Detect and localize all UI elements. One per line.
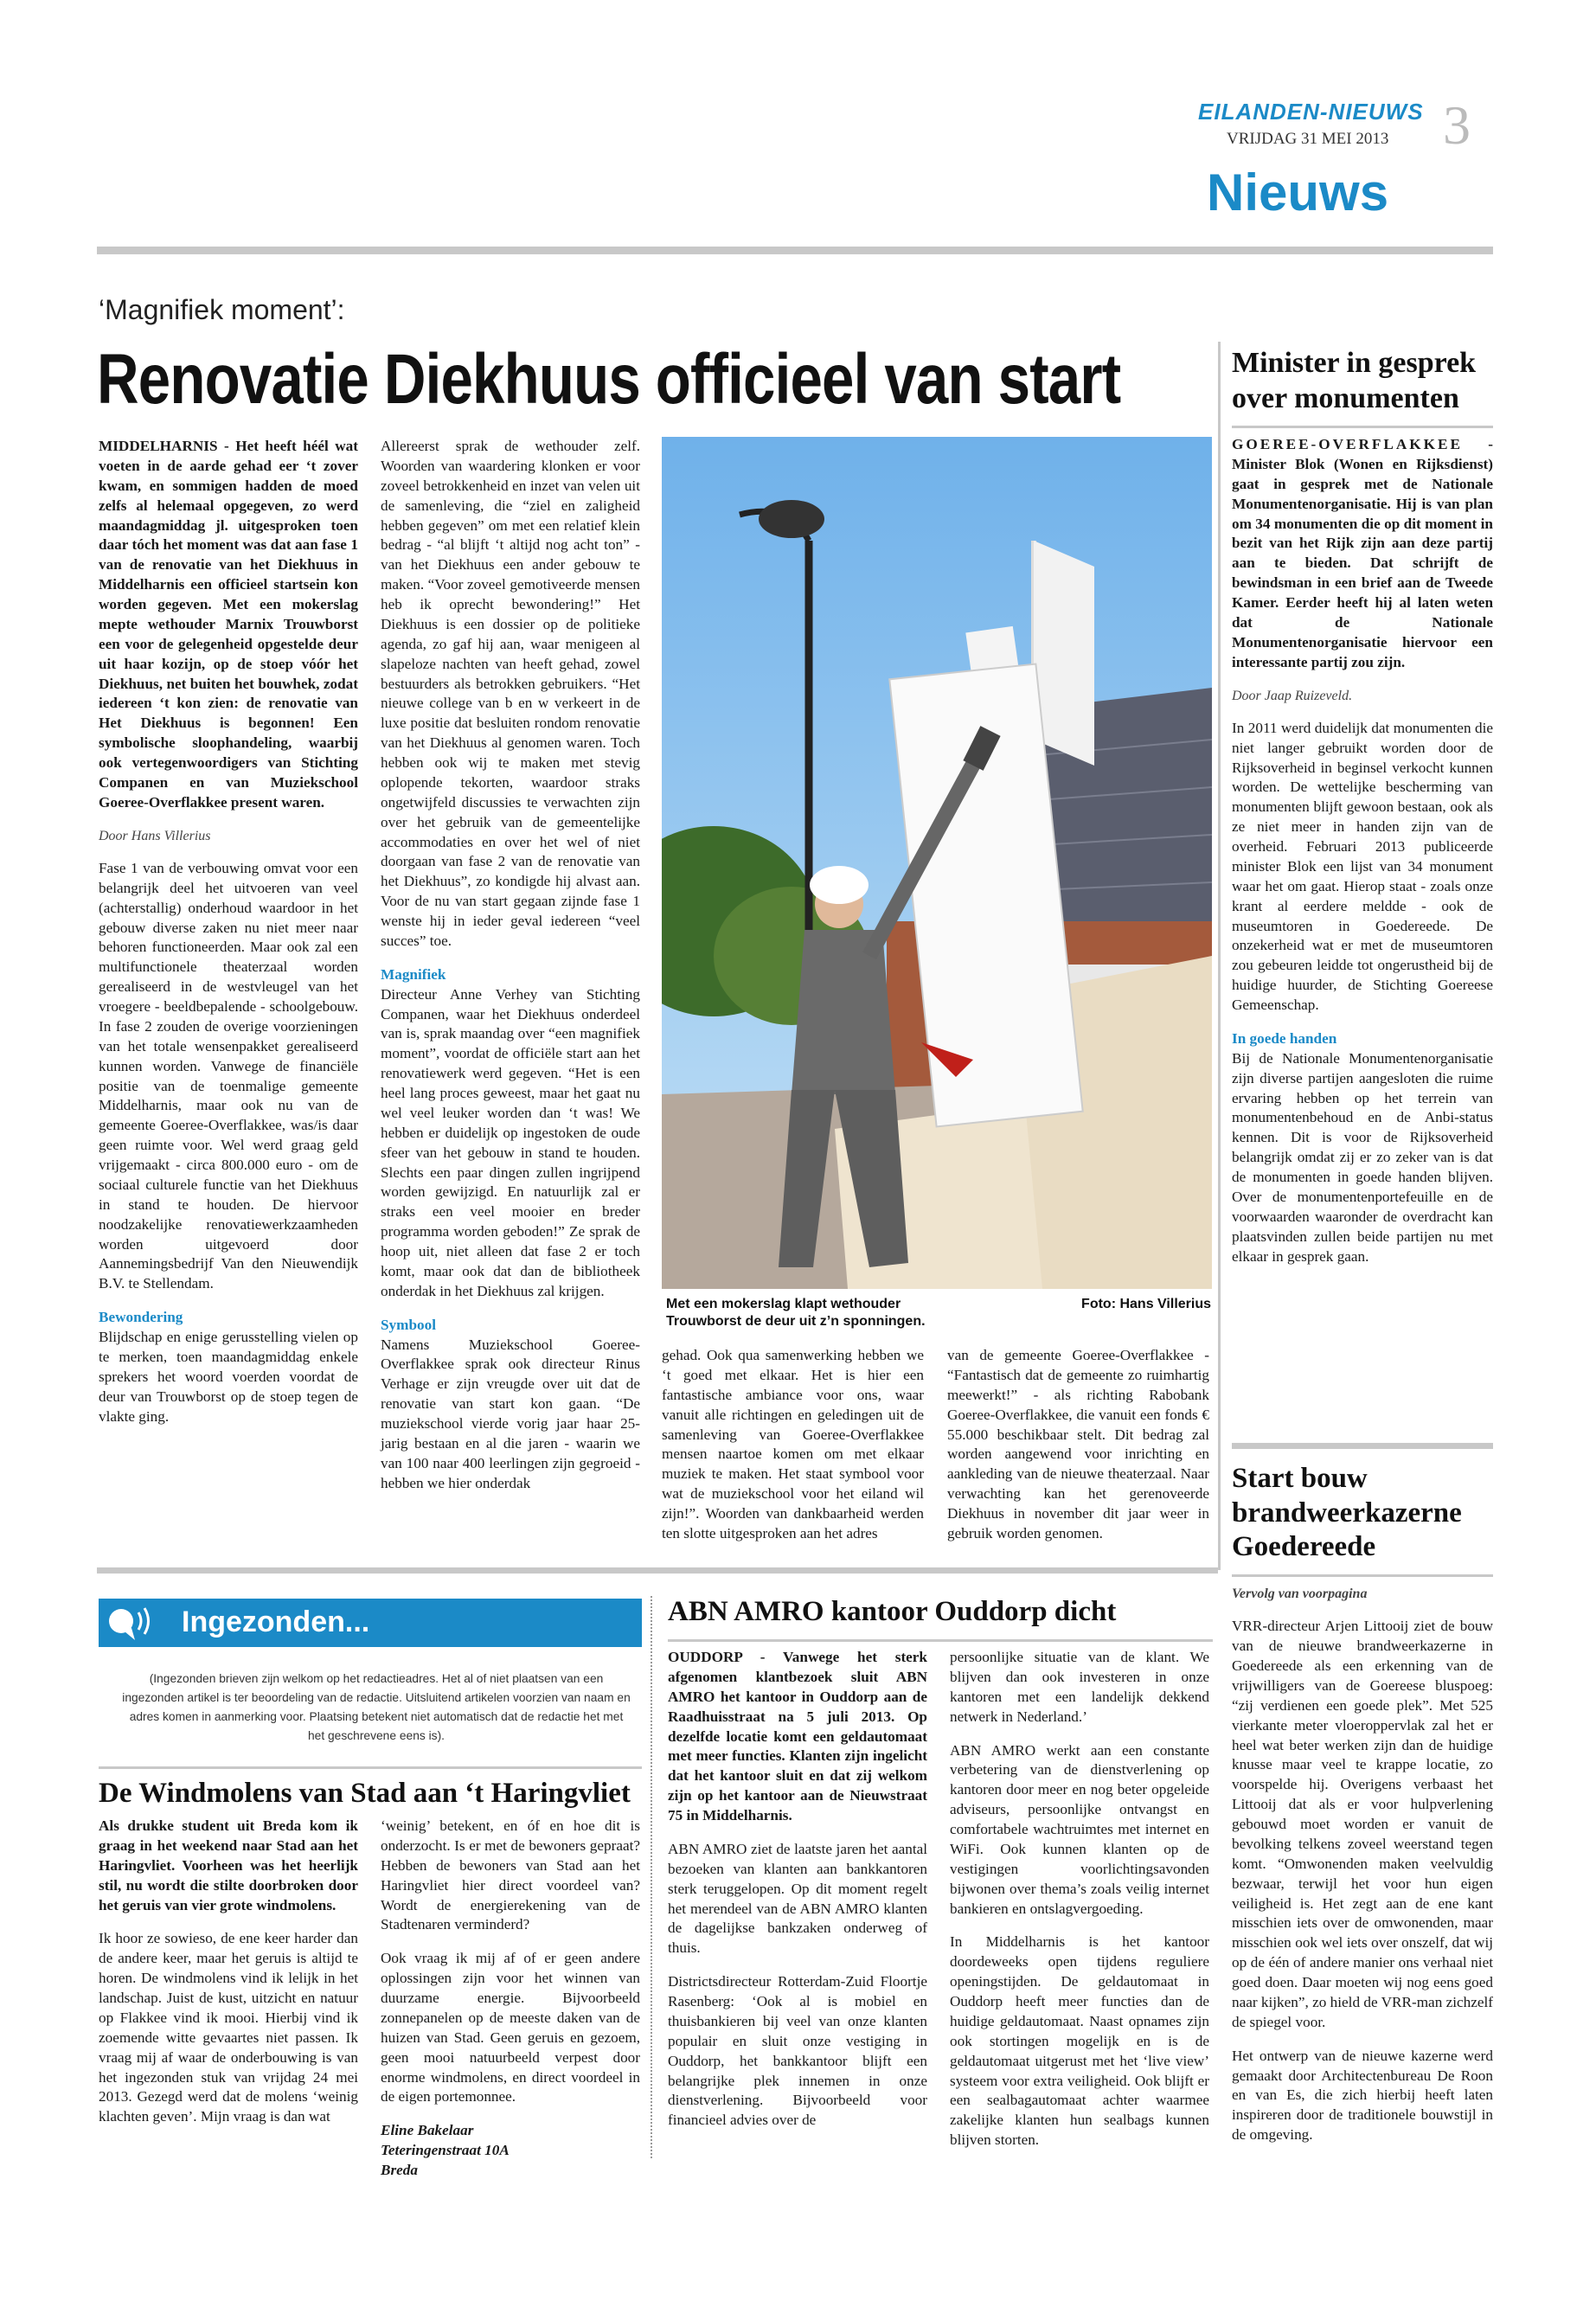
article-headline: Renovatie Diekhuus officieel van start [97, 340, 1121, 419]
lower-rule [97, 1567, 1218, 1574]
masthead-logo: EILANDEN-NIEUWS [1198, 99, 1424, 125]
sidebar2-article [1232, 1585, 1493, 2159]
speech-icon [106, 1604, 157, 1646]
photo-credit: Foto: Hans Villerius [1081, 1297, 1211, 1311]
article-paragraph: Fase 1 van de verbouwing omvat voor een belangrijk deel het uitvoeren van veel (achterstallig) onderhoud waardoor in het gebouw diverse zaken nu niet meer naar behoren functioneerden. Maar ook zal een multifunctionele theaterzaal worden gerealiseerd in de westvleugel van het vroegere - beeldbepalende - schoolgebouw. In fase 2 zouden de overige voorzieningen van het totale wensenpakket gerealiseerd kunnen worden. Vanwege de financiële positie van de toenmalige gemeente Middelharnis, maar ook nu van de gemeente Goeree-Overflakkee, was/is daar geen ruimte voor. Wel werd graag geld vrijgemaakt - circa 800.000 euro - om de sociaal culturele functie van het Diekhuus in stand te houden. De hiervoor noodzakelijke renovatiewerkzaamheden worden uitgevoerd door Aannemingsbedrijf Van den Nieuwendijk B.V. te Stellendam. [99, 859, 358, 1292]
photo-caption: Met een mokerslag klapt wethouder Trouwborst de deur uit z’n sponningen. [666, 1297, 926, 1329]
sidebar2-headline: Start bouw brandweerkazerne Goedereede [1232, 1463, 1462, 1563]
abn-column-2 [950, 1648, 1209, 2164]
article-paragraph: Allereerst sprak de wethouder zelf. Woorden van waardering klonken er voor zoveel betrokkenheid en inzet van velen uit de samenleving, die “ziel en zaligheid hebben gegeven” om met een relatief klein bedrag - “al blijft ‘t altijd nog acht ton” - van het Diekhuus een ander gebouw te maken. “Voor zoveel gemotiveerde mensen heb ik oprecht bewondering!” Het Diekhuus is een dossier op de politieke agenda, zo gaf hij aan, waar menigeen al slapeloze nachten van heeft gehad, zowel bestuurders als betrokken gebruikers. “Het nieuwe college van b en w verkeert in de luxe positie dat besluiten rondom renovatie van het Diekhuus al genomen waren. Toch hebben ook wij te maken met stevig oplopende tekorten, waardoor straks ongetwijfeld discussies te verwachten zijn over het gebruik van de gemeentelijke accommodaties en over het wel of niet doorgaan van fase 2 van de renovatie van het Diekhuus”, zo kondigde hij alvast aan. Voor de nu van start gegaan zijnde fase 1 wenste hij in ieder geval iedereen “veel succes” toe. [381, 438, 640, 949]
abn-paragraph: ABN AMRO werkt aan een constante verbetering van de dienstverlening op kantoren door meer en nog beter opgeleide adviseurs, persoonlijke ontvangst en comfortabele wachtruimtes met internet en WiFi. Ook kunnen klanten op de vestigingen voorlichtingsavonden bijwonen over thema’s zoals veilig internet bankieren en ontslagvergoeding. [950, 1741, 1209, 1917]
article-paragraph: Blijdschap en enige gerusstelling vielen op te merken, toen maandagmiddag enkele sprekers het woord voerden voordat de deur van Trouwborst op de stoep tegen de vlakte ging. [99, 1329, 358, 1425]
ingezonden-rule [99, 1766, 642, 1769]
sidebar-paragraph: Bij de Nationale Monumentenorganisatie zijn diverse partijen aangesloten die ruime ervaring hebben op het terrein van monumentenbehoud en de Anbi-status kennen. Dit is voor de Rijksoverheid belangrijk omdat zij er zo zeker van is dat de monumenten in goede handen blijven. Over de monumentenportefeuille en de voorwaarden waaronder de overdracht kan plaatsvinden zullen beide partijen nu met elkaar in gesprek gaan. [1232, 1049, 1493, 1265]
article-paragraph: gehad. Ook qua samenwerking hebben we ‘t goed met elkaar. Het is hier een fantastische ambiance voor ons, waar vanuit alle richtingen en geledingen uit de samenleving van Goeree-Overflakkee mensen naartoe komen om met elkaar muziek te maken. Het staat symbool voor wat de muziekschool voor het eiland wil zijn!”. Woorden van dankbaarheid werden ten slotte uitgesproken aan het adres [662, 1347, 924, 1541]
ingezonden-title: Ingezonden... [182, 1606, 370, 1638]
article-column-3 [662, 1346, 924, 1558]
sidebar-rule [1232, 426, 1493, 428]
abn-headline: ABN AMRO kantoor Ouddorp dicht [668, 1596, 1117, 1627]
photo-illustration [662, 437, 1212, 1289]
sidebar-divider [1218, 342, 1221, 1570]
subheading-in-goede-handen: In goede handen [1232, 1029, 1337, 1047]
article-paragraph: Directeur Anne Verhey van Stichting Companen, waar het Diekhuus onderdeel van is, sprak maandag over “een magnifiek moment”, voordat de officiële start aan het renovatiewerk werd gegeven. “Het is een heel lang proces geweest, maar het gaat nu wel veel leuker worden dan ‘t was! We hebben er duidelijk op ingestoken de oude sfeer van het gebouw in stand te houden. Slechts een paar dingen zullen ingrijpend worden gewijzigd. En natuurlijk zal er straks een veel mooier en breder programma worden geboden!” Ze sprak de hoop uit, niet alleen dat fase 2 er toch komt, maar ook dat dan de bibliotheek onderdak in het Diekhuus zal krijgen. [381, 985, 640, 1299]
sidebar-paragraph: In 2011 werd duidelijk dat monumenten die niet langer gebruikt worden door de Rijksoverheid in beginsel verkocht kunnen worden. De wettelijke bescherming van monumenten blijft gewoon bestaan, ook als ze niet meer in handen zijn van de overheid. Februari 2013 publiceerde minister Blok een lijst van 34 monument waar het om gaat. Hierop staat - zoals onze krant al eerdere meldde - ook de museumtoren in Goedereede. De onzekerheid wat er met de museumtoren zou gebeuren leidde tot ongerustheid bij de huidige huurder, de Stichting Goereese Gemeenschap. [1232, 719, 1493, 1014]
letter-paragraph: ‘weinig’ betekent, en óf en hoe dit is onderzocht. Is er met de bewoners gepraat? Hebben de bewoners van Stad aan het Haringvliet hier direct voordeel van? Wordt de energierekening van de Stadtenaren verminderd? [381, 1817, 640, 1933]
page-number: 3 [1443, 94, 1471, 156]
abn-column-1 [668, 1648, 927, 2144]
article-lead: MIDDELHARNIS - Het heeft héél wat voeten in de aarde gehad eer ‘t zover kwam, en sommigen hadden de moed zelfs al helemaal opgegeven, zo werd maandagmiddag jl. uitgesproken toen daar tóch het moment was dat aan fase 1 van de renovatie van het Diekhuus in Middelharnis een officieel startsein kon worden gegeven. Met een mokerslag mepte wethouder Marnix Trouwborst een voor de gelegenheid opgestelde deur uit haar kozijn, op de stoep vóór het Diekhuus, net buiten het bouwhek, zodat iedereen ‘t kon zien: de renovatie van Het Diekhuus is begonnen! Een symbolische sloophandeling, waarbij ook vertegenwoordigers van Stichting Companen en van Muziekschool Goeree-Overflakkee present waren. [99, 438, 358, 811]
letter-signature-address: Teteringenstraat 10A [381, 2142, 510, 2159]
abn-paragraph: Districtsdirecteur Rotterdam-Zuid Floortje Rasenberg: ‘Ook al is mobiel en thuisbankieren bij veel van onze klanten populair en sluit onze vestiging in Ouddorp, het bankkantoor blijft een belangrijke plek innemen in onze dienstverlening. Bijvoorbeeld voor financieel advies over de [668, 1973, 927, 2129]
abn-rule [668, 1639, 1213, 1642]
subheading-magnifiek: Magnifiek [381, 965, 446, 983]
abn-paragraph: persoonlijke situatie van de klant. We blijven dan ook investeren in onze kantoren met een landelijk dekkend netwerk in Nederland.’ [950, 1649, 1209, 1725]
letter-signature-city: Breda [381, 2162, 418, 2178]
subheading-bewondering: Bewondering [99, 1309, 183, 1326]
subheading-symbool: Symbool [381, 1316, 436, 1333]
article-column-1 [99, 437, 358, 1440]
sidebar2-rule [1232, 1574, 1493, 1577]
article-byline: Door Hans Villerius [99, 828, 211, 843]
letter-paragraph: Ook vraag ik mij af of er geen andere oplossingen zijn voor het winnen van duurzame energie. Bijvoorbeeld zonnepanelen op de meeste daken van de huizen van Stad. Geen geruis en gezoem, geen mooi natuurbeeld verpest door enorme windmolens, en direct voordeel in de eigen portemonnee. [381, 1950, 640, 2106]
article-column-2 [381, 437, 640, 1508]
article-column-4 [947, 1346, 1209, 1558]
masthead-date: VRIJDAG 31 MEI 2013 [1227, 130, 1389, 148]
abn-lead: OUDDORP - Vanwege het sterk afgenomen klantbezoek sluit ABN AMRO het kantoor in Ouddorp aan de Raadhuisstraat na 5 juli 2013. Op dezelfde locatie komt een geldautomaat met meer functies. Klanten zijn ingelicht dat het kantoor sluit en dat zij welkom zijn op het kantoor aan de Nieuwstraat 75 in Middelharnis. [668, 1649, 927, 1823]
ingezonden-intro: (Ingezonden brieven zijn welkom op het redactieadres. Het al of niet plaatsen van een ingezonden artikel is ter beoordeling van de redactie. Uitsluitend artikelen voorzien van naam en adres komen in aanmerking voor. Plaatsing betekent niet automatisch dat de redactie het met het geschrevene eens is). [122, 1672, 631, 1743]
sidebar-headline: Minister in gesprek over monumenten [1232, 347, 1477, 414]
sidebar2-vervolg: Vervolg van voorpagina [1232, 1586, 1368, 1601]
sidebar-article [1232, 435, 1493, 1280]
letter-signature-name: Eline Bakelaar [381, 2122, 474, 2139]
sidebar2-paragraph: Het ontwerp van de nieuwe kazerne werd gemaakt door Architectenbureau De Roon en van Es, die zich hierbij heeft laten inspireren door de traditionele bouwstijl in de omgeving. [1232, 2047, 1493, 2144]
article-kicker: ‘Magnifiek moment’: [99, 294, 345, 325]
top-rule [97, 247, 1493, 254]
article-paragraph: Namens Muziekschool Goeree-Overflakkee sprak ook directeur Rinus Verhage er zijn vreugde over uit dat de renovatie van start kon gaan. “De muziekschool vierde vorig jaar haar 25-jarig bestaan en al die jaren - waarin we van 100 naar 400 leerlingen zijn gegroeid - hebben we hier onderdak [381, 1336, 640, 1491]
abn-paragraph: In Middelharnis is het kantoor doordeweeks open tijdens reguliere openingstijden. De geldautomaat in Ouddorp heeft meer functies dan de huidige geldautomaat. Naast opnames zijn ook stortingen mogelijk en is de geldautomaat uitgerust met het ‘live view’ systeem voor extra veiligheid. Ook blijft er een sealbagautomaat achter waarmee zakelijke klanten hun sealbags kunnen blijven storten. [950, 1933, 1209, 2149]
letter-paragraph: Ik hoor ze sowieso, de ene keer harder dan de andere keer, maar het geruis is altijd te horen. De windmolens vind ik lelijk in het landschap. Juist de kust, uitzicht en natuur op Flakkee vind ik mooi. Hierbij vind ik zoemende witte gevaartes niet passen. Ik vraag mij af waar de onderbouwing is van het ingezonden stuk van vrijdag 24 mei 2013. Gezegd werd dat de molens ‘weinig klachten geven’. Mijn vraag is dan wat [99, 1930, 358, 2125]
section-title: Nieuws [1207, 163, 1389, 221]
letter-column-2 [381, 1817, 640, 2181]
letter-column-1 [99, 1817, 358, 2141]
abn-paragraph: ABN AMRO ziet de laatste jaren het aantal bezoeken van klanten aan bankkantoren sterk teruggelopen. Op dit moment regelt het merendeel van de ABN AMRO klanten de dagelijkse bankzaken onderweg of thuis. [668, 1840, 927, 1957]
sidebar2-top-rule [1232, 1443, 1493, 1449]
article-photo [662, 437, 1212, 1289]
sidebar-byline: Door Jaap Ruizeveld. [1232, 688, 1353, 703]
letter-lead: Als drukke student uit Breda kom ik graag in het weekend naar Stad aan het Haringvliet. Voorheen was het heerlijk stil, nu wordt die stilte doorbroken door het geruis van vier grote windmolens. [99, 1817, 358, 1913]
article-paragraph: van de gemeente Goeree-Overflakkee - “Fantastisch dat de gemeente zo ruimhartig meewerkt!” - als richting Rabobank Goeree-Overflakkee, die vanuit een fonds € 55.000 beschikbaar stelt. Dit bedrag zal worden aangewend voor inrichting en aankleding van de nieuwe theaterzaal. Naar verwachting kan het gerenoveerde Diekhuus in november dit jaar weer in gebruik worden genomen. [947, 1347, 1209, 1541]
letter-headline: De Windmolens van Stad aan ‘t Haringvliet [99, 1778, 631, 1809]
sidebar-lead: - Minister Blok (Wonen en Rijksdienst) gaat in gesprek met de Nationale Monumentenorganisatie. Hij is van plan om 34 monumenten die op dit moment in bezit van het Rijk zijn aan deze partij aan te bieden. Dat schrijft de bewindsman in een brief aan de Tweede Kamer. Eerder heeft hij al laten weten dat de Nationale Monumentenorganisatie hiervoor een interessante partij zou zijn. [1232, 436, 1493, 670]
dotted-divider [651, 1596, 652, 2158]
sidebar-dateline: GOEREE-OVERFLAKKEE [1232, 436, 1463, 452]
sidebar2-paragraph: VRR-directeur Arjen Littooij ziet de bouw van de nieuwe brandweerkazerne in Goedereede als een erkenning van de vrijwilligers van de Goereese bluspoeg: “zij verdienen een goede plek”. Met 525 vierkante meter vloeroppervlak zal het er heel wat beter werken zijn dan de huidige knusse maar veel te krappe locatie, zo voorspelde hij. Overigens verbaast het Littooij dat als er voor hulpverlening gebouwd moet worden er vanuit de bevolking telkens zoveel weerstand tegen komt. “Omwonenden maken veelvuldig bezwaar, terwijl het voor hun eigen veiligheid is. Het zegt aan de ene kant misschien iets over de omwonenden, maar misschien ook wel iets over onszelf, dat wij op de één of andere manier ons verhaal niet goed doen. Daar moeten wij nog eens goed naar kijken”, zo hield de VRR-man zichzelf de spiegel voor. [1232, 1618, 1493, 2030]
ingezonden-bar [99, 1599, 642, 1647]
